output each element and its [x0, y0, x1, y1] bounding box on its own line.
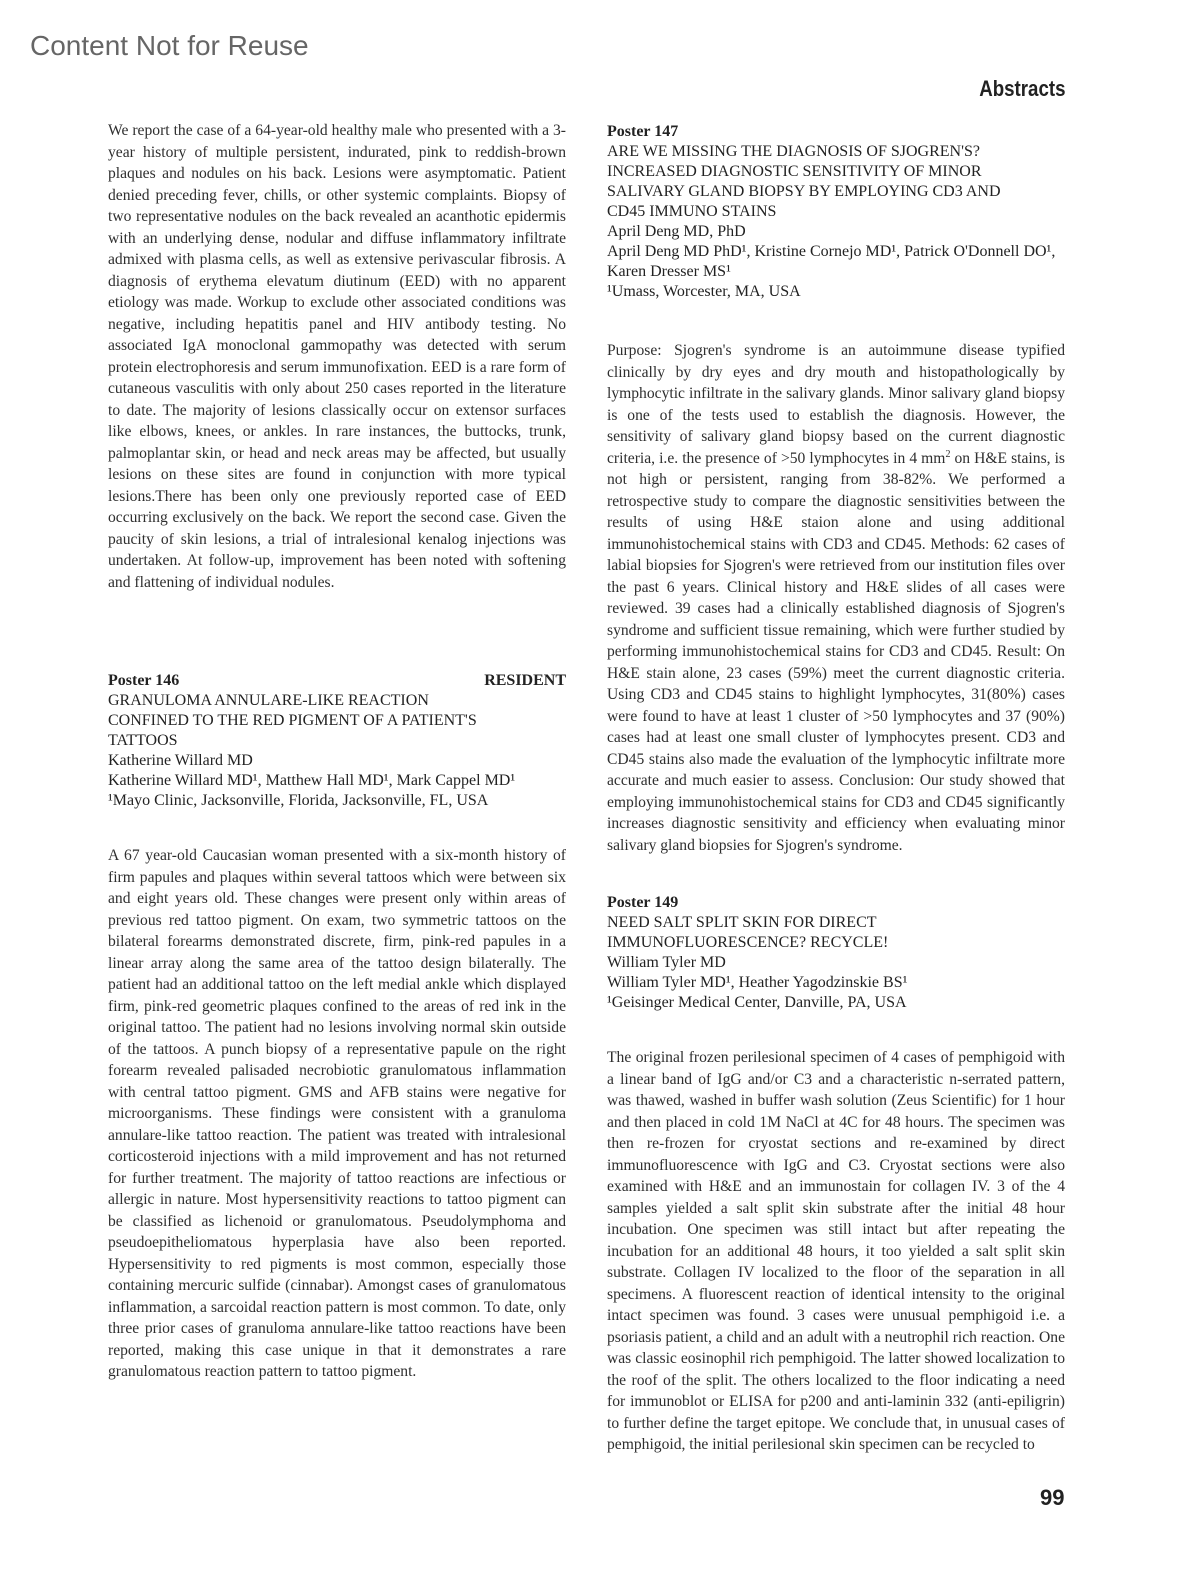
- resident-badge: RESIDENT: [484, 672, 566, 689]
- abstract-title-line: SALIVARY GLAND BIOPSY BY EMPLOYING CD3 AND: [607, 183, 1001, 200]
- superscript: 2: [945, 448, 951, 460]
- poster-149: [607, 893, 1065, 1456]
- abstract-body: The original frozen perilesional specimen of 4 cases of pemphigoid with a linear band of IgG and/or C3 and a characteristic n-serrated pattern, was thawed, washed in buffer wash solution (Zeus Scientific) for 1 hour and then placed in cold 1M NaCl at 4C for 48 hours. The specimen was then re-frozen for cryostat sections and re-examined by direct immunofluorescence with IgG and C3. Cryostat sections were also examined with H&E and an immunostain for collagen IV. 3 of the 4 samples yielded a salt split skin substrate after the initial 48 hour incubation. One specimen was still intact but after repeating the incubation for an additional 48 hours, it too yielded a salt split skin substrate. Collagen IV localized to the floor of the separation in all specimens. A fluorescent reaction of identical intensity to the original intact specimen was found. 3 cases were unusual pemphigoid i.e. a psoriasis patient, a child and an adult with a neutrophil rich reaction. One was classic eosinophil rich pemphigoid. The latter showed localization to the roof of the split. The others localized to the floor indicating a need for immunoblot or ELISA for p200 and anti-laminin 332 (anti-epiligrin) to further define the target epitope. We conclude that, in unusual cases of pemphigoid, the initial perilesional skin specimen can be recycled to: [607, 1049, 1065, 1453]
- poster-label-row: [108, 671, 566, 691]
- abstract-title-line: IMMUNOFLUORESCENCE? RECYCLE!: [607, 934, 889, 951]
- abstract-header: [607, 122, 1065, 302]
- left-column: [108, 120, 566, 593]
- abstract-title-line: CD45 IMMUNO STAINS: [607, 203, 777, 220]
- abstract-header: [108, 671, 566, 811]
- section-title: Abstracts: [978, 76, 1065, 101]
- body-text: Purpose: Sjogren's syndrome is an autoimmune disease typified clinically by dry eyes and dry mouth and histopathologically by lymphocytic infiltrate in the salivary glands. Minor salivary gland biopsy is one of the tests used to establish the diagnosis. However, the sensitivity of salivary gland biopsy based on the current diagnostic criteria, i.e. the presence of >50 lymphocytes in 4 mm: [607, 342, 1065, 467]
- poster-146: [108, 671, 566, 1383]
- abstract-header: [607, 893, 1065, 1013]
- authors: April Deng MD PhD¹, Kristine Cornejo MD¹, Patrick O'Donnell DO¹, Karen Dresser MS¹: [607, 243, 1056, 280]
- abstract-title-line: NEED SALT SPLIT SKIN FOR DIRECT: [607, 914, 877, 931]
- watermark: Content Not for Reuse: [30, 30, 309, 61]
- poster-label: Poster 149: [607, 894, 679, 911]
- abstract-body: A 67 year-old Caucasian woman presented with a six-month history of firm papules and plaques within several tattoos which were between six and eight years old. These changes were present only within areas of previous red tattoo pigment. On exam, two symmetric tattoos on the bilateral forearms demonstrated discrete, firm, pink-red papules in a linear array along the same area of the tattoo design bilaterally. The patient had an additional tattoo on the left medial ankle which displayed firm, pink-red geometric plaques confined to the areas of red ink in the original tattoo. The patient had no lesions involving normal skin outside of the tattoos. A punch biopsy of a representative papule on the right forearm revealed palisaded necrobiotic granulomatous inflammation with central tattoo pigment. GMS and AFB stains were negative for microorganisms. These findings were consistent with a granuloma annulare-like tattoo reaction. The patient was treated with intralesional corticosteroid injections with a mild improvement and has not returned for further treatment. The majority of tattoo reactions are infectious or allergic in nature. Most hypersensitivity reactions to tattoo pigment can be classified as lichenoid or granulomatous. Pseudolymphoma and pseudoepitheliomatous hyperplasia have also been reported. Hypersensitivity to red pigments is most common, especially those containing mercuric sulfide (cinnabar). Amongst cases of granulomatous inflammation, a sarcoidal reaction pattern is most common. To date, only three prior cases of granuloma annulare-like tattoo reactions have been reported, making this case unique in that it demonstrates a rare granulomatous reaction pattern to tattoo pigment.: [108, 847, 566, 1380]
- authors: Katherine Willard MD¹, Matthew Hall MD¹, Mark Cappel MD¹: [108, 772, 516, 789]
- abstract-title-line: CONFINED TO THE RED PIGMENT OF A PATIENT'S: [108, 712, 477, 729]
- affiliation: ¹Mayo Clinic, Jacksonville, Florida, Jacksonville, FL, USA: [108, 792, 489, 809]
- poster-label-row: [607, 122, 1065, 142]
- body-text: on H&E stains, is not high or persistent, ranging from 38-82%. We performed a retrospective study to compare the diagnostic sensitivities between the results of using H&E staion alone and using additional immunohistochemical stains with CD3 and CD45. Methods: 62 cases of labial biopsies for Sjogren's were retrieved from our institution files over the past 6 years. Clinical history and H&E slides of all cases were reviewed. 39 cases had a clinically established diagnosis of Sjogren's syndrome and sufficient tissue remaining, which were further studied by performing immunohistochemical stains for CD3 and CD45. Result: On H&E stain alone, 23 cases (59%) meet the current diagnostic criteria. Using CD3 and CD45 stains to highlight lymphocytes, 31(80%) cases were found to have at least 1 cluster of >50 lymphocytes and 37 (90%) cases had at least one small cluster of lymphocytes present. CD3 and CD45 stains also made the evaluation of the lymphocytic infiltrate more accurate and much easier to assess. Conclusion: Our study showed that employing immunohistochemical stains for CD3 and CD45 significantly increases diagnostic sensitivity and efficiency when evaluating minor salivary gland biopsies for Sjogren's syndrome.: [607, 449, 1065, 854]
- poster-label-row: [607, 893, 1065, 913]
- presenter: Katherine Willard MD: [108, 752, 253, 769]
- abstract-title-line: INCREASED DIAGNOSTIC SENSITIVITY OF MINOR: [607, 163, 982, 180]
- presenter: April Deng MD, PhD: [607, 223, 746, 240]
- abstract-body: [607, 340, 1065, 856]
- presenter: William Tyler MD: [607, 954, 726, 971]
- abstract-title-line: GRANULOMA ANNULARE-LIKE REACTION: [108, 692, 429, 709]
- authors: William Tyler MD¹, Heather Yagodzinskie BS¹: [607, 974, 908, 991]
- poster-label: Poster 146: [108, 672, 180, 689]
- affiliation: ¹Umass, Worcester, MA, USA: [607, 283, 801, 300]
- poster-label: Poster 147: [607, 123, 679, 140]
- page-number: 99: [1040, 1485, 1065, 1510]
- affiliation: ¹Geisinger Medical Center, Danville, PA, USA: [607, 994, 907, 1011]
- abstract-title-line: TATTOOS: [108, 732, 178, 749]
- poster-147: [607, 122, 1065, 856]
- abstract-body: We report the case of a 64-year-old healthy male who presented with a 3-year history of multiple persistent, indurated, pink to reddish-brown plaques and nodules on his back. Lesions were asymptomatic. Patient denied preceding fever, chills, or other systemic complaints. Biopsy of two representative nodules on the back revealed an acanthotic epidermis with an underlying dense, nodular and diffuse inflammatory infiltrate admixed with plasma cells, as well as extensive perivascular fibrosis. A diagnosis of erythema elevatum diutinum (EED) with no apparent etiology was made. Workup to exclude other associated conditions was negative, including hepatitis panel and HIV antibody testing. No associated IgA monoclonal gammopathy was detected with serum protein electrophoresis and serum immunofixation. EED is a rare form of cutaneous vasculitis with only about 250 cases reported in the literature to date. The majority of lesions classically occur on extensor surfaces like elbows, knees, or ankles. In rare instances, the buttocks, trunk, palmoplantar skin, or head and neck areas may be affected, but usually lesions on these sites are found in conjunction with more typical lesions.There has been only one previously reported case of EED occurring exclusively on the back. We report the second case. Given the paucity of skin lesions, a trial of intralesional kenalog injections was undertaken. At follow-up, improvement has been noted with softening and flattening of individual nodules.: [108, 122, 566, 591]
- abstract-title-line: ARE WE MISSING THE DIAGNOSIS OF SJOGREN'S?: [607, 143, 980, 160]
